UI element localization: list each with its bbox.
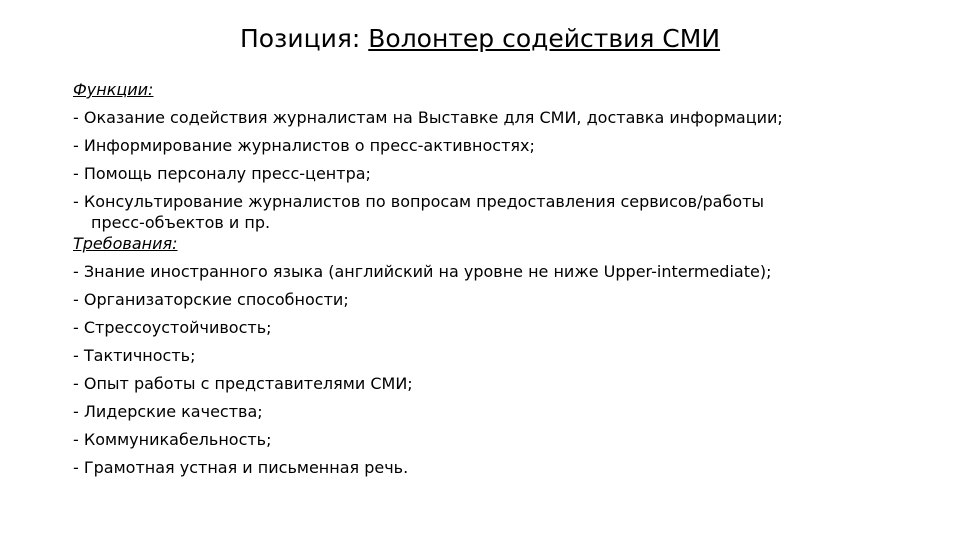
functions-heading: Функции: <box>73 80 154 99</box>
requirements-item: - Организаторские способности; <box>73 290 349 309</box>
functions-item: - Консультирование журналистов по вопросам предоставления сервисов/работы <box>73 192 765 211</box>
requirements-item: - Знание иностранного языка (английский на уровне не ниже Upper-intermediate); <box>73 262 772 281</box>
requirements-item: - Стрессоустойчивость; <box>73 318 272 337</box>
slide-body <box>73 76 933 482</box>
title-position-name: Волонтер содействия СМИ <box>368 24 721 53</box>
title-prefix: Позиция: <box>239 24 369 53</box>
requirements-item: - Лидерские качества; <box>73 402 263 421</box>
requirements-heading: Требования: <box>73 234 178 253</box>
requirements-item: - Тактичность; <box>73 346 196 365</box>
functions-item: - Помощь персоналу пресс-центра; <box>73 164 371 183</box>
functions-item-wrapped <box>73 188 933 230</box>
requirements-item: - Опыт работы с представителями СМИ; <box>73 374 413 393</box>
slide-title <box>0 22 960 56</box>
functions-item: - Информирование журналистов о пресс-активностях; <box>73 136 535 155</box>
requirements-item: - Грамотная устная и письменная речь. <box>73 458 409 477</box>
functions-item-continuation: пресс-объектов и пр. <box>91 213 271 232</box>
functions-item: - Оказание содействия журналистам на Выставке для СМИ, доставка информации; <box>73 108 783 127</box>
requirements-item: - Коммуникабельность; <box>73 430 272 449</box>
